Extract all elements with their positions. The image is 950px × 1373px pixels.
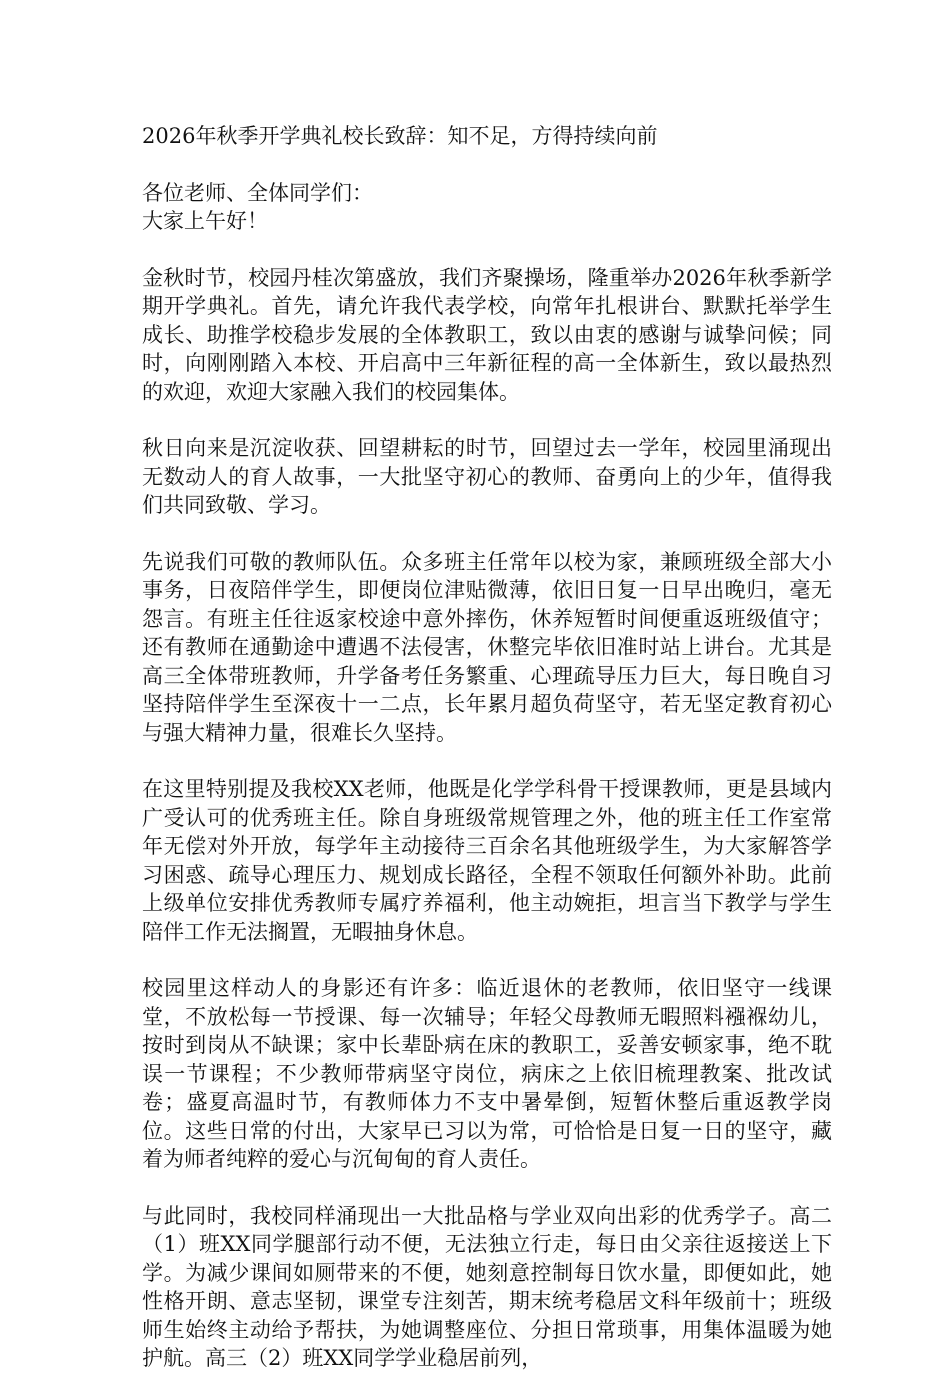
document-title: 2026年秋季开学典礼校长致辞：知不足，方得持续向前 xyxy=(142,124,658,148)
greeting: 大家上午好！ xyxy=(142,209,268,233)
paragraph-opening: 金秋时节，校园丹桂次第盛放，我们齐聚操场，隆重举办2026年秋季新学期开学典礼。首先，请允许我代表学校，向常年扎根讲台、默默托举学生成长、助推学校稳步发展的全体教职工，致以由衷的感谢与诚挚问候；同时，向刚刚踏入本校、开启高中三年新征程的高一全体新生，致以最热烈的欢迎，欢迎大家融入我们的校园集体。 xyxy=(142,265,832,404)
paragraph-students: 与此同时，我校同样涌现出一大批品格与学业双向出彩的优秀学子。高二（1）班XX同学腿部行动不便，无法独立行走，每日由父亲往返接送上下学。为减少课间如厕带来的不便，她刻意控制每日饮水量，即便如此，她性格开朗、意志坚韧，课堂专注刻苦，期末统考稳居文科年级前十；班级师生始终主动给予帮扶，为她调整座位、分担日常琐事，用集体温暖为她护航。高三（2）班XX同学学业稳居前列， xyxy=(142,1203,832,1370)
document-page xyxy=(142,122,832,1373)
salutation: 各位老师、全体同学们： xyxy=(142,180,373,205)
paragraph-review: 秋日向来是沉淀收获、回望耕耘的时节，回望过去一学年，校园里涌现出无数动人的育人故事，一大批坚守初心的教师、奋勇向上的少年，值得我们共同致敬、学习。 xyxy=(142,436,832,517)
paragraph-teachers: 先说我们可敬的教师队伍。众多班主任常年以校为家，兼顾班级全部大小事务，日夜陪伴学生，即便岗位津贴微薄，依旧日复一日早出晚归，毫无怨言。有班主任往返家校途中意外摔伤，休养短暂时间便重返班级值守；还有教师在通勤途中遭遇不法侵害，休整完毕依旧准时站上讲台。尤其是高三全体带班教师，升学备考任务繁重、心理疏导压力巨大，每日晚自习坚持陪伴学生至深夜十一二点，长年累月超负荷坚守，若无坚定教育初心与强大精神力量，很难长久坚持。 xyxy=(142,549,832,745)
paragraph-dedication: 校园里这样动人的身影还有许多：临近退休的老教师，依旧坚守一线课堂，不放松每一节授课、每一次辅导；年轻父母教师无暇照料襁褓幼儿，按时到岗从不缺课；家中长辈卧病在床的教职工，妥善安顿家事，绝不耽误一节课程；不少教师带病坚守岗位，病床之上依旧梳理教案、批改试卷；盛夏高温时节，有教师体力不支中暑晕倒，短暂休整后重返教学岗位。这些日常的付出，大家早已习以为常，可恰恰是日复一日的坚守，藏着为师者纯粹的爱心与沉甸甸的育人责任。 xyxy=(142,976,832,1171)
paragraph-xx-teacher: 在这里特别提及我校XX老师，他既是化学学科骨干授课教师，更是县域内广受认可的优秀班主任。除自身班级常规管理之外，他的班主任工作室常年无偿对外开放，每学年主动接待三百余名其他班级学生，为大家解答学习困惑、疏导心理压力、规划成长路径，全程不领取任何额外补助。此前上级单位安排优秀教师专属疗养福利，他主动婉拒，坦言当下教学与学生陪伴工作无法搁置，无暇抽身休息。 xyxy=(142,777,832,944)
